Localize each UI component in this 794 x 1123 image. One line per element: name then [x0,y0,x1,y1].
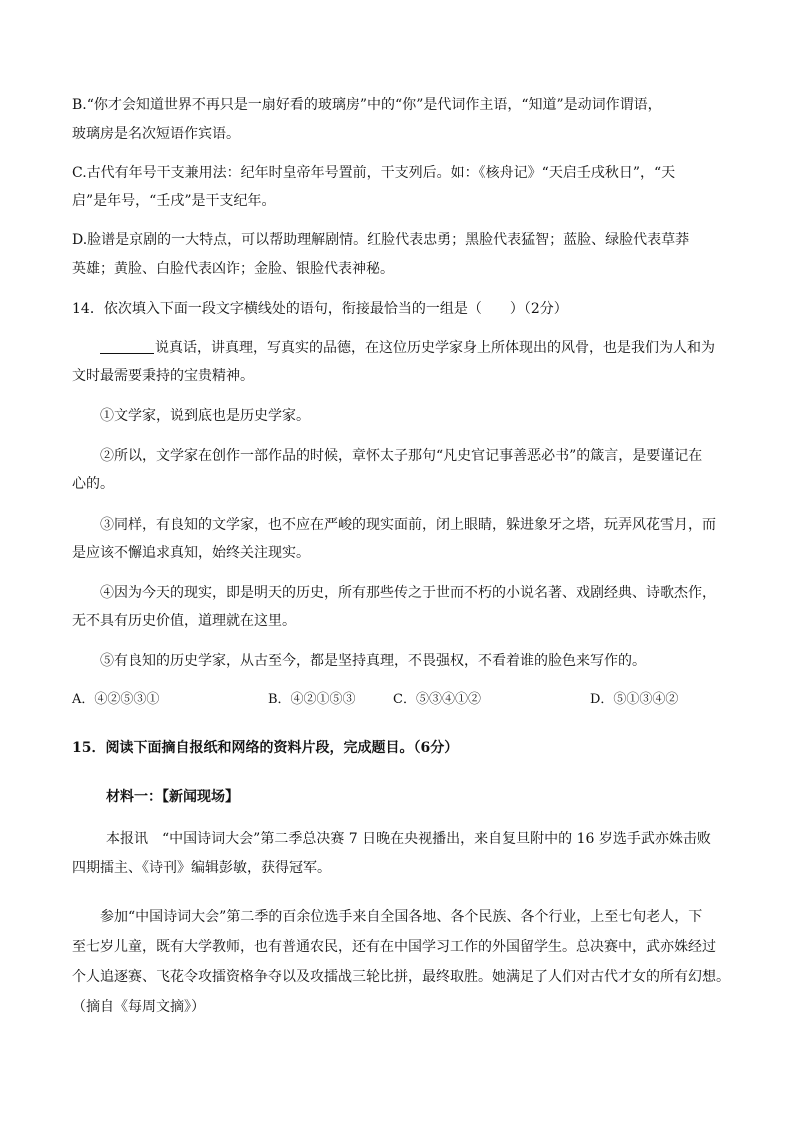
q14-sentence-4-line-1: ④因为今天的现实，即是明天的历史，所有那些传之于世而不朽的小说名著、戏剧经典、诗歌杰作， [100,585,716,601]
news-paragraph-1-line-1: 本报讯 “中国诗词大会”第二季总决赛 7 日晚在央视播出，来自复旦附中的 16 岁选手武亦姝击败 [106,831,711,847]
news-paragraph-2-line-3: 个人追逐赛、飞花令攻擂资格争夺以及攻擂战三轮比拼，最终取胜。她满足了人们对古代才女的所有幻想。 [72,969,730,985]
option-c: C．⑤③④①② [393,692,481,707]
q14-sentence-1: ①文学家，说到底也是历史学家。 [100,408,310,424]
item-d-line-1: D.脸谱是京剧的一大特点，可以帮助理解剧情。红脸代表忠勇；黑脸代表猛智；蓝脸、绿脸代表草莽 [72,232,690,248]
option-b: B．④②①⑤③ [268,692,356,707]
news-paragraph-1-line-2: 四期擂主、《诗刊》编辑彭敏，获得冠军。 [72,860,331,876]
question-15: 15．阅读下面摘自报纸和网络的资料片段，完成题目。（6分） [72,740,459,756]
q14-sentence-3-line-2: 是应该不懈追求真知，始终关注现实。 [72,545,310,561]
item-c-line-2: 启”是年号，“壬戌”是干支纪年。 [72,193,276,209]
q14-sentence-3-line-1: ③同样，有良知的文学家，也不应在严峻的现实面前，闭上眼睛，躲进象牙之塔，玩弄风花雪月，而 [100,517,716,533]
news-paragraph-2-line-2: 至七岁儿童，既有大学教师，也有普通农民，还有在中国学习工作的外国留学生。总决赛中，武亦姝经过 [72,939,716,955]
material-1-title: 材料一：【新闻现场】 [106,789,239,805]
item-b-line-2: 玻璃房是名次短语作宾语。 [72,126,240,142]
question-14: 14．依次填入下面一段文字横线处的语句，衔接最恰当的一组是（ ）（2分） [72,301,568,317]
q14-passage-line-1 [100,338,732,358]
item-d-line-2: 英雄；黄脸、白脸代表凶诈；金脸、银脸代表神秘。 [72,261,394,277]
item-b-line-1: B.“你才会知道世界不再只是一扇好看的玻璃房”中的“你”是代词作主语，“知道”是动词作谓语， [72,97,662,113]
q14-passage-text: 说真话，讲真理，写真实的品德，在这位历史学家身上所体现出的风骨，也是我们为人和为 [155,340,715,356]
q14-sentence-2-line-1: ②所以，文学家在创作一部作品的时候，章怀太子那句“凡史官记事善恶必书”的箴言，是要谨记在 [100,448,703,464]
item-c-line-1: C.古代有年号干支兼用法：纪年时皇帝年号置前，干支列后。如：《核舟记》“天启壬戌秋日”，“天 [72,165,676,181]
q14-sentence-5: ⑤有良知的历史学家，从古至今，都是坚持真理，不畏强权，不看着谁的脸色来写作的。 [100,653,646,669]
q14-passage-line-2: 文时最需要秉持的宝贵精神。 [72,368,254,384]
source-note: （摘自《每周文摘》） [72,999,205,1015]
answer-blank [100,339,154,354]
option-d: D．⑤①③④② [590,692,679,707]
q14-sentence-2-line-2: 心的。 [72,476,114,492]
q14-sentence-4-line-2: 无不具有历史价值，道理就在这里。 [72,613,296,629]
news-paragraph-2-line-1: 参加“中国诗词大会”第二季的百余位选手来自全国各地、各个民族、各个行业，上至七旬老人，下 [100,909,703,925]
option-a: A．④②⑤③① [72,692,160,707]
